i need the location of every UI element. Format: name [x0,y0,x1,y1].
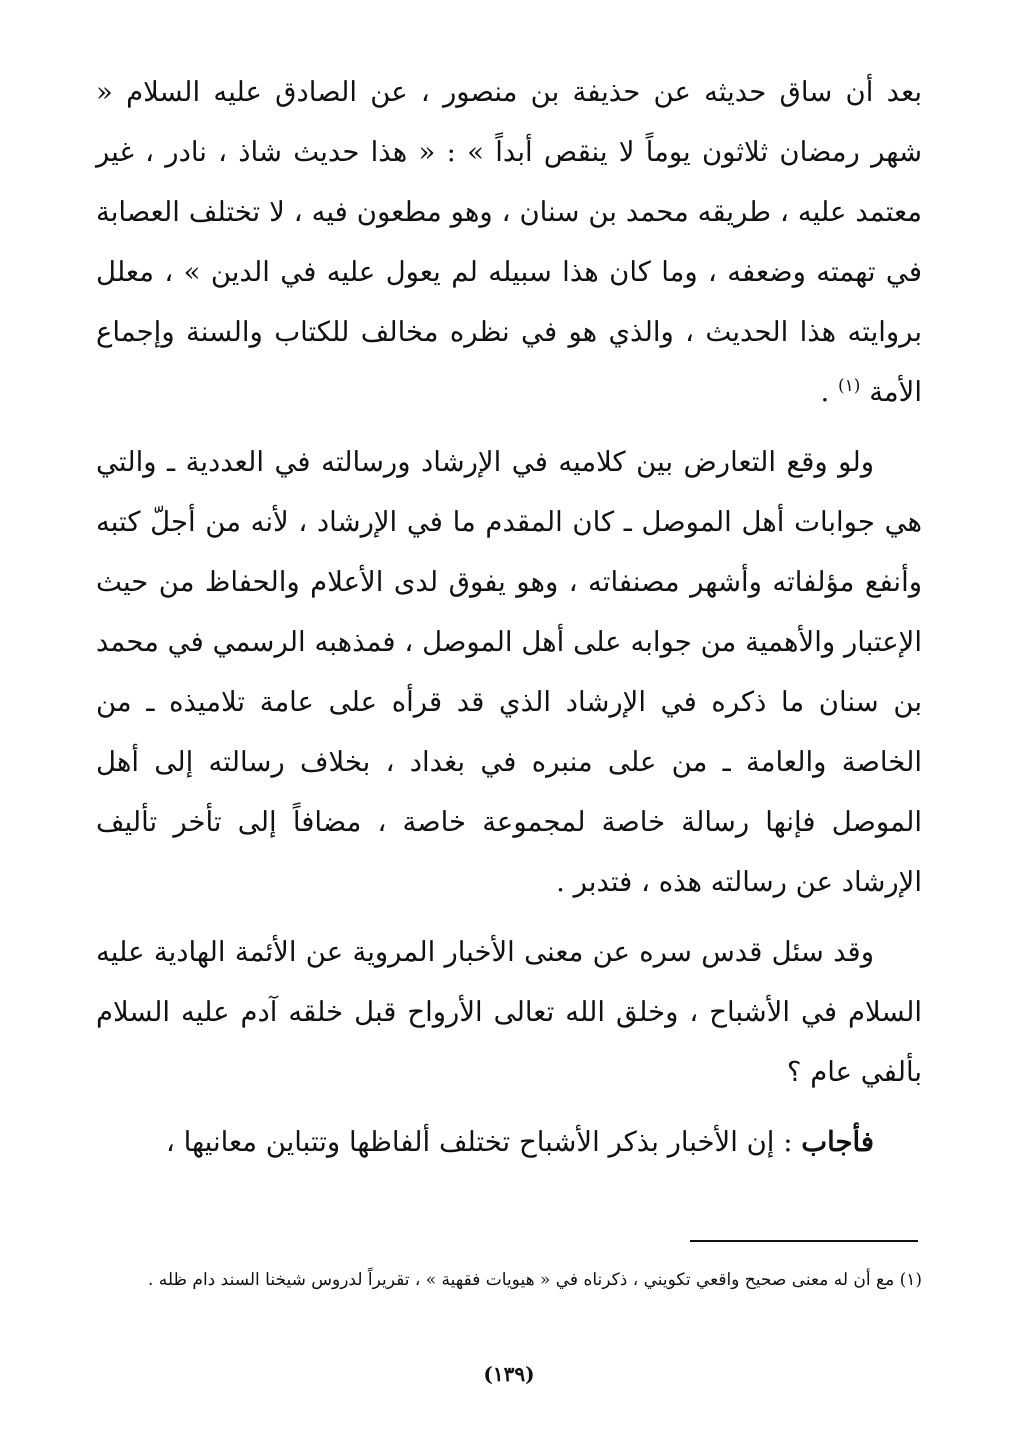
footnote-ref-1: (١) [838,375,861,396]
footnote: (١) مع أن له معنى صحيح واقعي تكويني ، ذكرناه في « هيويات فقهية » ، تقريراً لدروس شيخنا السند دام ظله . [147,1270,922,1290]
paragraph-4 [96,1112,922,1172]
footnote-divider [690,1240,918,1242]
paragraph-3 [96,922,922,1102]
paragraph-2 [96,432,922,912]
paragraph-3-text: وقد سئل قدس سره عن معنى الأخبار المروية عن الأئمة الهادية عليه السلام في الأشباح ، وخلق الله تعالى الأرواح قبل خلقه آدم عليه السلام بألفي عام ؟ [96,936,922,1088]
paragraph-1-text: بعد أن ساق حديثه عن حذيفة بن منصور ، عن الصادق عليه السلام « شهر رمضان ثلاثون يوماً لا ينقص أبداً » : « هذا حديث شاذ ، نادر ، غير معتمد عليه ، طريقه محمد بن سنان ، وهو مطعون فيه ، لا تختلف العصابة في تهمته وضعفه ، وما كان هذا سبيله لم يعول عليه في الدين » ، معلل بروايته هذا الحديث ، والذي هو في نظره مخالف للكتاب والسنة وإجماع الأمة [96,76,922,408]
paragraph-4-lead: فأجاب [801,1126,874,1158]
paragraph-2-text: ولو وقع التعارض بين كلاميه في الإرشاد ورسالته في العددية ـ والتي هي جوابات أهل الموصل ـ كان المقدم ما في الإرشاد ، لأنه من أجلّ كتبه وأنفع مؤلفاته وأشهر مصنفاته ، وهو يفوق لدى الأعلام والحفاظ من حيث الإعتبار والأهمية من جوابه على أهل الموصل ، فمذهبه الرسمي في محمد بن سنان ما ذكره في الإرشاد الذي قد قرأه على عامة تلاميذه ـ من الخاصة والعامة ـ من على منبره في بغداد ، بخلاف رسالته إلى أهل الموصل فإنها رسالة خاصة لمجموعة خاصة ، مضافاً إلى تأخر تأليف الإرشاد عن رسالته هذه ، فتدبر . [96,446,922,898]
page-number: (١٣٩) [483,1362,535,1386]
paragraph-4-text: : إن الأخبار بذكر الأشباح تختلف ألفاظها وتتباين معانيها ، [165,1126,802,1158]
paragraph-1 [96,62,922,422]
body-text [96,62,922,1182]
paragraph-1-tail: . [820,376,839,408]
